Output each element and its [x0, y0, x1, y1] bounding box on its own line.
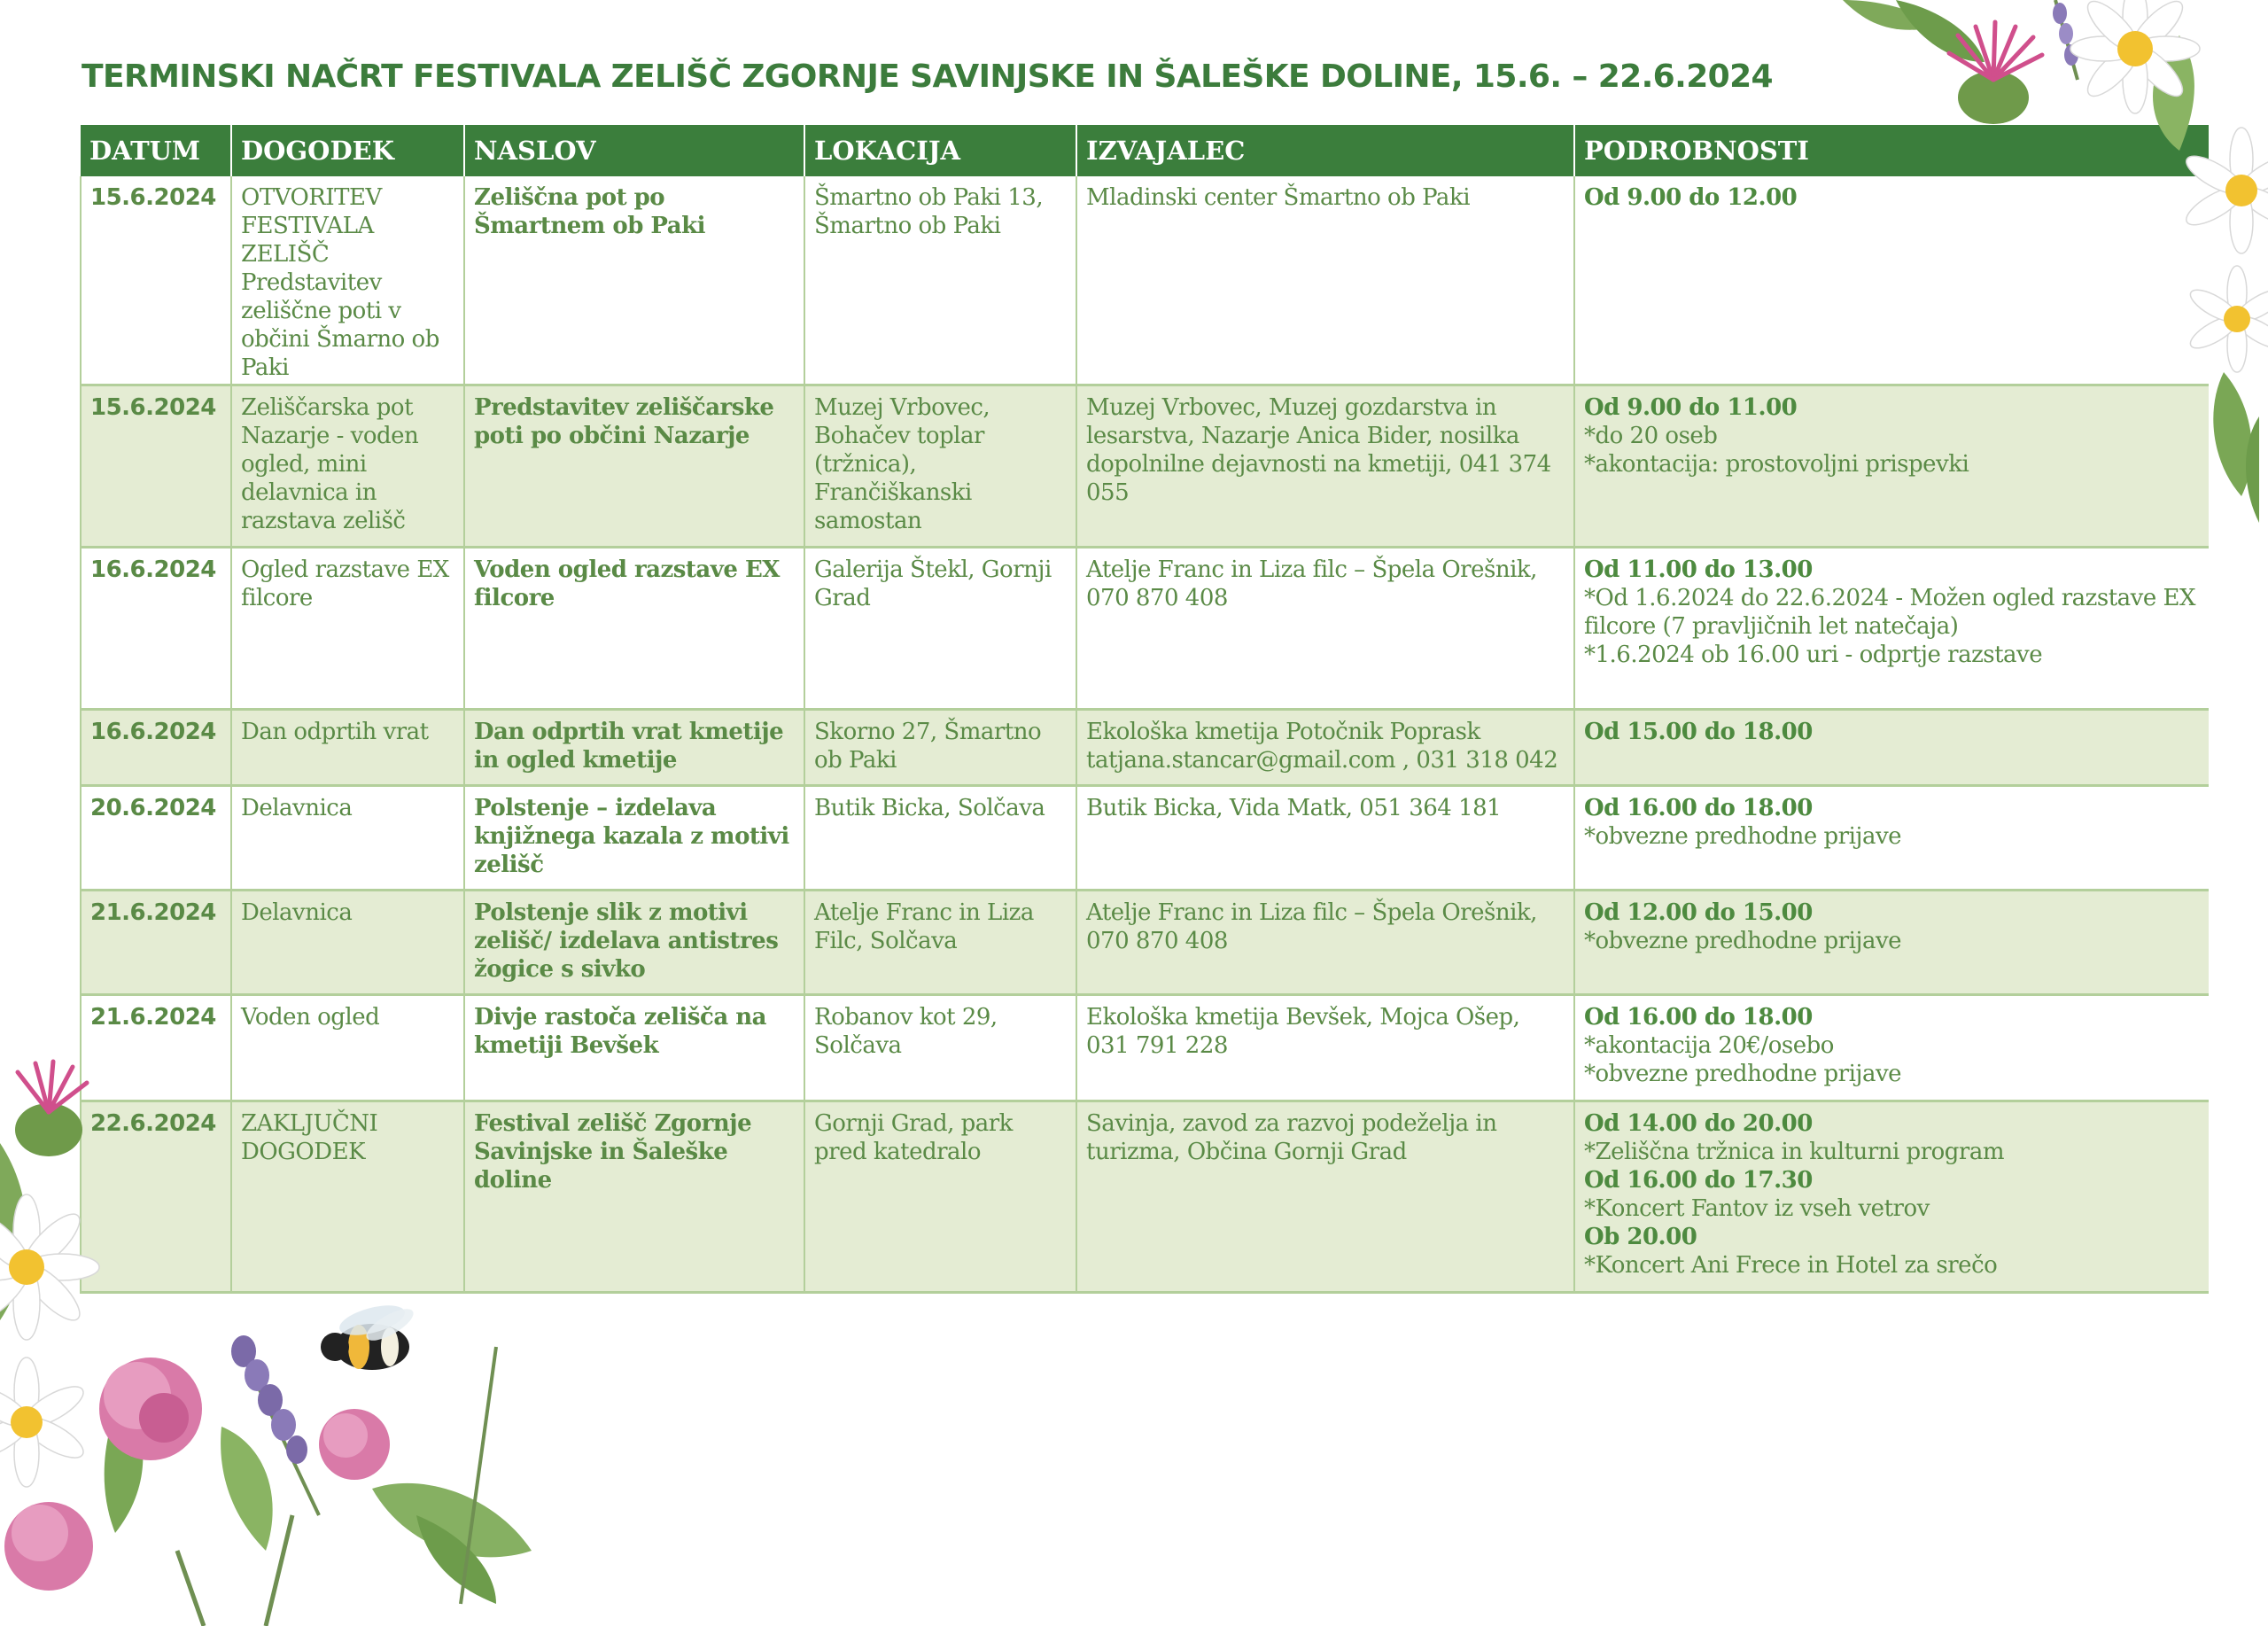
table-row — [81, 710, 2209, 786]
cell-organizer: Muzej Vrbovec, Muzej gozdarstva in lesarstva, Nazarje Anica Bider, nosilka dopolnilne dejavnosti na kmetiji, 041 374 055 — [1076, 385, 1574, 548]
details-line: *akontacija: prostovoljni prispevki — [1584, 451, 1969, 478]
cell-details — [1574, 176, 2209, 385]
cell-date: 21.6.2024 — [81, 995, 231, 1101]
column-header-organizer: IZVAJALEC — [1076, 125, 1574, 176]
details-line: Od 9.00 do 12.00 — [1584, 184, 1798, 211]
table-row — [81, 995, 2209, 1101]
details-line: Ob 20.00 — [1584, 1224, 1697, 1250]
details-line: *obvezne predhodne prijave — [1584, 823, 1902, 850]
cell-organizer: Atelje Franc in Liza filc – Špela Orešnik, 070 870 408 — [1076, 891, 1574, 995]
details-line: Od 16.00 do 18.00 — [1584, 795, 1813, 821]
cell-organizer: Savinja, zavod za razvoj podeželja in turizma, Občina Gornji Grad — [1076, 1101, 1574, 1293]
cell-details — [1574, 385, 2209, 548]
details-line: Od 11.00 do 13.00 — [1584, 556, 1813, 583]
details-line: *do 20 oseb — [1584, 423, 1718, 449]
thistle-flower-icon — [15, 1062, 87, 1156]
cell-title: Predstavitev zeliščarske poti po občini Nazarje — [464, 385, 804, 548]
thistle-flower-icon — [1949, 22, 2042, 124]
cell-event: ZAKLJUČNI DOGODEK — [231, 1101, 464, 1293]
cell-details — [1574, 891, 2209, 995]
lavender-sprig-icon — [2053, 0, 2078, 80]
details-line: *akontacija 20€/osebo — [1584, 1032, 1834, 1059]
details-line: *Od 1.6.2024 do 22.6.2024 - Možen ogled razstave EX filcore (7 pravljičnih let natečaja) — [1584, 585, 2195, 640]
column-header-date: DATUM — [81, 125, 231, 176]
cell-location: Šmartno ob Paki 13, Šmartno ob Paki — [804, 176, 1076, 385]
cell-event: Ogled razstave EX filcore — [231, 548, 464, 710]
clover-flower-icon — [4, 1502, 93, 1591]
details-line: *Koncert Fantov iz vseh vetrov — [1584, 1195, 1930, 1222]
cell-organizer: Butik Bicka, Vida Matk, 051 364 181 — [1076, 786, 1574, 891]
cell-date: 20.6.2024 — [81, 786, 231, 891]
table-header-row — [81, 125, 2209, 176]
details-line: *obvezne predhodne prijave — [1584, 1061, 1902, 1087]
details-line: *Koncert Ani Frece in Hotel za srečo — [1584, 1252, 1998, 1279]
table-row — [81, 1101, 2209, 1293]
cell-event: Voden ogled — [231, 995, 464, 1101]
chamomile-flower-icon — [2070, 0, 2200, 113]
cell-event: Delavnica — [231, 891, 464, 995]
cell-event: Dan odprtih vrat — [231, 710, 464, 786]
cell-event: OTVORITEV FESTIVALA ZELIŠČ Predstavitev zeliščne poti v občini Šmarno ob Paki — [231, 176, 464, 385]
cell-organizer: Ekološka kmetija Bevšek, Mojca Ošep, 031 791 228 — [1076, 995, 1574, 1101]
cell-title: Zeliščna pot po Šmartnem ob Paki — [464, 176, 804, 385]
cell-date: 21.6.2024 — [81, 891, 231, 995]
details-line: Od 9.00 do 11.00 — [1584, 394, 1798, 421]
cell-organizer: Atelje Franc in Liza filc – Špela Orešnik, 070 870 408 — [1076, 548, 1574, 710]
cell-details — [1574, 710, 2209, 786]
cell-location: Butik Bicka, Solčava — [804, 786, 1076, 891]
clover-flower-icon — [99, 1358, 202, 1460]
bumblebee-icon — [321, 1300, 417, 1370]
cell-location: Muzej Vrbovec, Bohačev toplar (tržnica), Frančiškanski samostan — [804, 385, 1076, 548]
cell-details — [1574, 786, 2209, 891]
cell-details — [1574, 1101, 2209, 1293]
cell-location: Atelje Franc in Liza Filc, Solčava — [804, 891, 1076, 995]
details-line: Od 16.00 do 17.30 — [1584, 1167, 1813, 1194]
cell-location: Gornji Grad, park pred katedralo — [804, 1101, 1076, 1293]
schedule-table — [80, 125, 2209, 1294]
table-row — [81, 548, 2209, 710]
page-title: TERMINSKI NAČRT FESTIVALA ZELIŠČ ZGORNJE SAVINJSKE IN ŠALEŠKE DOLINE, 15.6. – 22.6.2024 — [82, 58, 1773, 95]
lavender-sprig-icon — [231, 1335, 319, 1515]
table-row — [81, 385, 2209, 548]
table-row — [81, 786, 2209, 891]
clover-flower-icon — [319, 1409, 390, 1480]
cell-title: Festival zelišč Zgornje Savinjske in Šaleške doline — [464, 1101, 804, 1293]
cell-date: 22.6.2024 — [81, 1101, 231, 1293]
cell-location: Skorno 27, Šmartno ob Paki — [804, 710, 1076, 786]
chamomile-flower-icon — [0, 1358, 89, 1487]
cell-title: Polstenje slik z motivi zelišč/ izdelava antistres žogice s sivko — [464, 891, 804, 995]
column-header-title: NASLOV — [464, 125, 804, 176]
details-line: Od 14.00 do 20.00 — [1584, 1110, 1813, 1137]
details-line: *Zeliščna tržnica in kulturni program — [1584, 1139, 2005, 1165]
details-line: Od 16.00 do 18.00 — [1584, 1004, 1813, 1031]
cell-details — [1574, 548, 2209, 710]
cell-date: 15.6.2024 — [81, 176, 231, 385]
cell-date: 16.6.2024 — [81, 548, 231, 710]
cell-location: Robanov kot 29, Solčava — [804, 995, 1076, 1101]
cell-event: Delavnica — [231, 786, 464, 891]
details-line: *1.6.2024 ob 16.00 uri - odprtje razstave — [1584, 642, 2043, 668]
cell-title: Voden ogled razstave EX filcore — [464, 548, 804, 710]
details-line: Od 15.00 do 18.00 — [1584, 719, 1813, 745]
cell-date: 16.6.2024 — [81, 710, 231, 786]
details-line: *obvezne predhodne prijave — [1584, 928, 1902, 954]
column-header-location: LOKACIJA — [804, 125, 1076, 176]
details-line: Od 12.00 do 15.00 — [1584, 899, 1813, 926]
table-row — [81, 891, 2209, 995]
cell-title: Divje rastoča zelišča na kmetiji Bevšek — [464, 995, 804, 1101]
cell-details — [1574, 995, 2209, 1101]
column-header-details: PODROBNOSTI — [1574, 125, 2209, 176]
column-header-event: DOGODEK — [231, 125, 464, 176]
cell-event: Zeliščarska pot Nazarje - voden ogled, mini delavnica in razstava zelišč — [231, 385, 464, 548]
cell-title: Polstenje – izdelava knjižnega kazala z motivi zelišč — [464, 786, 804, 891]
table-row — [81, 176, 2209, 385]
cell-organizer: Ekološka kmetija Potočnik Poprask tatjana.stancar@gmail.com , 031 318 042 — [1076, 710, 1574, 786]
cell-date: 15.6.2024 — [81, 385, 231, 548]
cell-location: Galerija Štekl, Gornji Grad — [804, 548, 1076, 710]
cell-organizer: Mladinski center Šmartno ob Paki — [1076, 176, 1574, 385]
cell-title: Dan odprtih vrat kmetije in ogled kmetije — [464, 710, 804, 786]
